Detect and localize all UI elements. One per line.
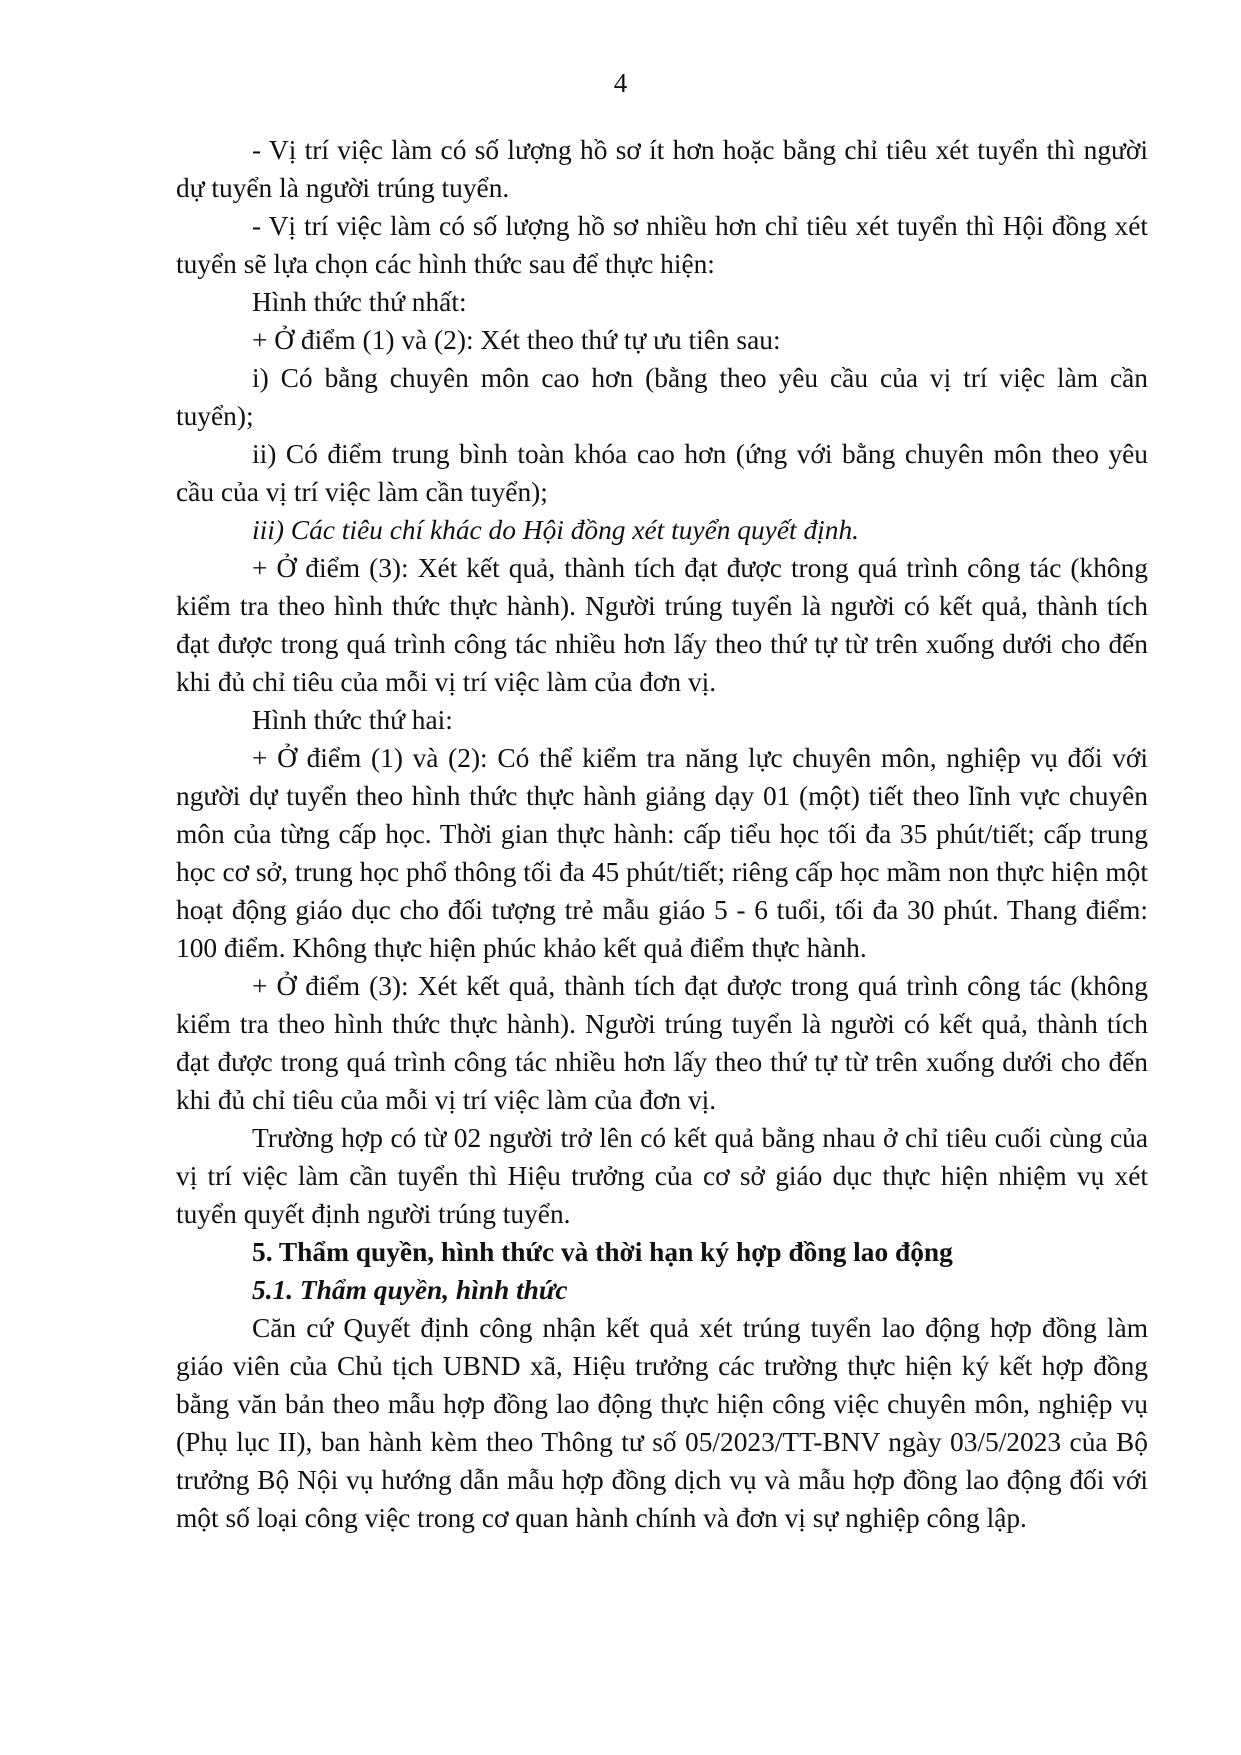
paragraph-form-one-point-3: + Ở điểm (3): Xét kết quả, thành tích đạt được trong quá trình công tác (không kiểm tra theo hình thức thực hành). Người trúng tuyển là người có kết quả, thành tích đạt được trong quá trình công tác nhiều hơn lấy theo thứ tự từ trên xuống dưới cho đến khi đủ chỉ tiêu của mỗi vị trí việc làm của đơn vị. [176, 553, 1148, 697]
paragraph-criterion-i: i) Có bằng chuyên môn cao hơn (bằng theo yêu cầu của vị trí việc làm cần tuyển); [176, 363, 1148, 431]
section-heading-5: 5. Thẩm quyền, hình thức và thời hạn ký hợp đồng lao động [252, 1237, 953, 1267]
paragraph-form-one-heading: Hình thức thứ nhất: [252, 287, 467, 317]
paragraph-vacancy-fewer: - Vị trí việc làm có số lượng hồ sơ ít hơn hoặc bằng chỉ tiêu xét tuyển thì người dự tuyển là người trúng tuyển. [176, 135, 1148, 203]
subsection-heading-5-1: 5.1. Thẩm quyền, hình thức [252, 1275, 568, 1305]
paragraph-form-two-points-1-2: + Ở điểm (1) và (2): Có thể kiểm tra năng lực chuyên môn, nghiệp vụ đối với người dự tuyển theo hình thức thực hành giảng dạy 01 (một) tiết theo lĩnh vực chuyên môn của từng cấp học. Thời gian thực hành: cấp tiểu học tối đa 35 phút/tiết; cấp trung học cơ sở, trung học phổ thông tối đa 45 phút/tiết; riêng cấp học mầm non thực hiện một hoạt động giáo dục cho đối tượng trẻ mẫu giáo 5 - 6 tuổi, tối đa 30 phút. Thang điểm: 100 điểm. Không thực hiện phúc khảo kết quả điểm thực hành. [176, 743, 1148, 963]
paragraph-criterion-ii: ii) Có điểm trung bình toàn khóa cao hơn (ứng với bằng chuyên môn theo yêu cầu của vị trí việc làm cần tuyển); [176, 439, 1148, 507]
document-body [176, 131, 1148, 1537]
paragraph-criterion-iii: iii) Các tiêu chí khác do Hội đồng xét tuyển quyết định. [252, 515, 859, 545]
paragraph-form-one-points-1-2: + Ở điểm (1) và (2): Xét theo thứ tự ưu tiên sau: [252, 325, 781, 355]
paragraph-form-two-heading: Hình thức thứ hai: [252, 705, 453, 735]
paragraph-tie-case: Trường hợp có từ 02 người trở lên có kết quả bằng nhau ở chỉ tiêu cuối cùng của vị trí việc làm cần tuyển thì Hiệu trưởng của cơ sở giáo dục thực hiện nhiệm vụ xét tuyển quyết định người trúng tuyển. [176, 1123, 1148, 1229]
paragraph-form-two-point-3: + Ở điểm (3): Xét kết quả, thành tích đạt được trong quá trình công tác (không kiểm tra theo hình thức thực hành). Người trúng tuyển là người có kết quả, thành tích đạt được trong quá trình công tác nhiều hơn lấy theo thứ tự từ trên xuống dưới cho đến khi đủ chỉ tiêu của mỗi vị trí việc làm của đơn vị. [176, 971, 1148, 1115]
page-number: 4 [613, 68, 628, 98]
paragraph-contract-basis: Căn cứ Quyết định công nhận kết quả xét trúng tuyển lao động hợp đồng làm giáo viên của Chủ tịch UBND xã, Hiệu trưởng các trường thực hiện ký kết hợp đồng bằng văn bản theo mẫu hợp đồng lao động thực hiện công việc chuyên môn, nghiệp vụ (Phụ lục II), ban hành kèm theo Thông tư số 05/2023/TT-BNV ngày 03/5/2023 của Bộ trưởng Bộ Nội vụ hướng dẫn mẫu hợp đồng dịch vụ và mẫu hợp đồng lao động đối với một số loại công việc trong cơ quan hành chính và đơn vị sự nghiệp công lập. [176, 1313, 1148, 1533]
paragraph-vacancy-more: - Vị trí việc làm có số lượng hồ sơ nhiều hơn chỉ tiêu xét tuyển thì Hội đồng xét tuyển sẽ lựa chọn các hình thức sau để thực hiện: [176, 211, 1148, 279]
